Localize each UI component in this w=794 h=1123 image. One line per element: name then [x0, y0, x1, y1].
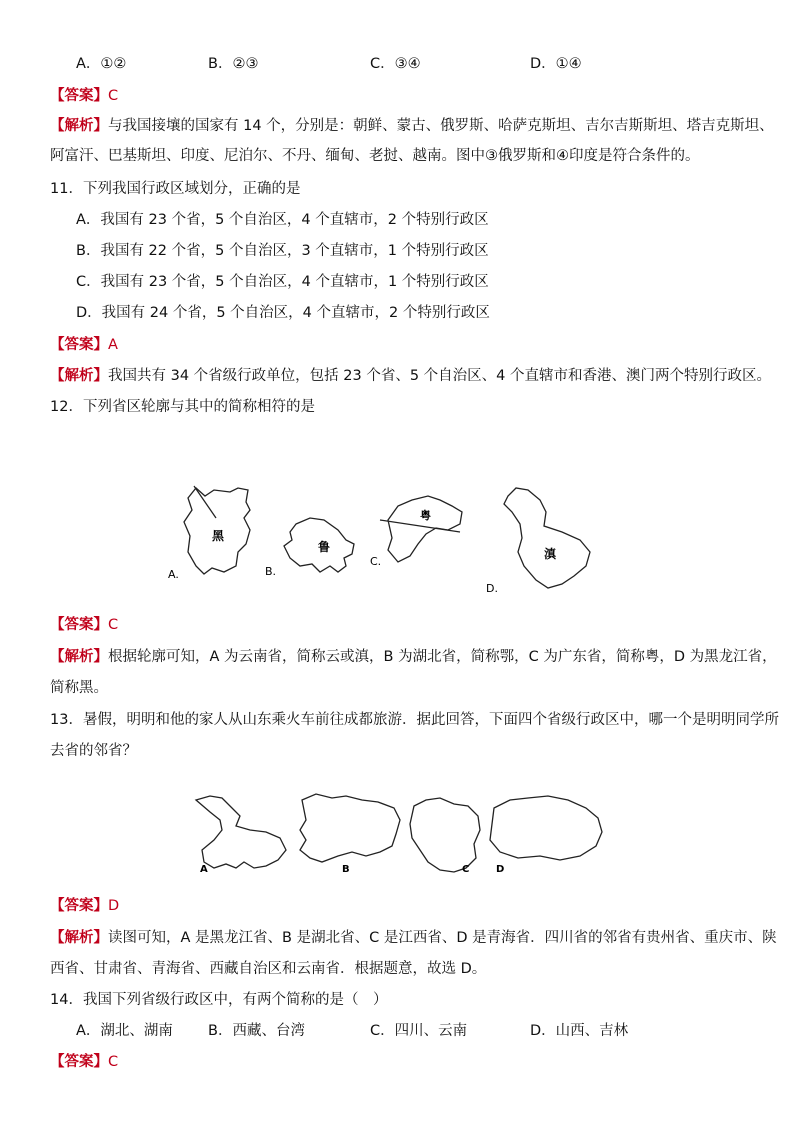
q11-option-b: B．我国有 22 个省，5 个自治区，3 个直辖市，1 个特别行政区 — [76, 243, 489, 259]
answer-value: D — [108, 898, 120, 914]
outline-a-label: A. — [168, 568, 179, 581]
q11-stem: 11．下列我国行政区域划分，正确的是 — [50, 181, 301, 197]
q10-option-d: D．①④ — [530, 56, 582, 72]
answer-tag: 【答案】 — [50, 88, 108, 104]
explanation-text: 读图可知，A 是黑龙江省、B 是湖北省、C 是江西省、D 是青海省．四川省的邻省有贵州省、重庆市、陕 — [108, 930, 777, 946]
outline-b-name: 鲁 — [318, 540, 331, 554]
answer-tag: 【答案】 — [50, 337, 108, 353]
q14-option-c: C．四川、云南 — [370, 1023, 468, 1039]
answer-value: C — [108, 88, 119, 104]
q14-answer — [50, 1052, 118, 1072]
q10-option-c: C．③④ — [370, 56, 421, 72]
outline-c — [388, 496, 462, 562]
outline-a-name: 黑 — [212, 529, 225, 543]
q13-label-c: C — [462, 864, 470, 875]
q12-stem: 12．下列省区轮廓与其中的简称相符的是 — [50, 399, 315, 415]
answer-value: C — [108, 1054, 119, 1070]
answer-tag: 【答案】 — [50, 1054, 108, 1070]
explanation-tag: 【解析】 — [50, 118, 108, 134]
q13-label-b: B — [342, 864, 350, 875]
q13-outline-a — [196, 796, 286, 868]
answer-tag: 【答案】 — [50, 898, 108, 914]
province-outlines-figure-2 — [196, 794, 602, 872]
q14-option-a: A．湖北、湖南 — [76, 1023, 173, 1039]
explanation-text: 我国共有 34 个省级行政单位，包括 23 个省、5 个自治区、4 个直辖市和香港、澳门两个特别行政区。 — [108, 368, 772, 384]
answer-value: A — [108, 337, 118, 353]
q13-outline-c — [410, 798, 480, 872]
outline-b-label: B. — [265, 565, 277, 578]
q13-outline-d — [490, 796, 602, 860]
outline-d-name: 滇 — [544, 547, 557, 561]
answer-tag: 【答案】 — [50, 617, 108, 633]
outline-c-name: 粤 — [420, 509, 431, 522]
q13-explanation-line2: 西省、甘肃省、青海省、西藏自治区和云南省．根据题意，故选 D。 — [50, 961, 487, 977]
outline-d — [504, 488, 590, 588]
outline-c-label: C. — [370, 555, 382, 568]
q11-option-c: C．我国有 23 个省，5 个自治区，4 个直辖市，1 个特别行政区 — [76, 274, 489, 290]
explanation-text: 根据轮廓可知，A 为云南省，简称云或滇，B 为湖北省，简称鄂，C 为广东省，简称粤，D 为黑龙江省， — [108, 649, 777, 665]
q13-label-a: A — [200, 864, 208, 875]
q14-option-b: B．西藏、台湾 — [208, 1023, 305, 1039]
explanation-tag: 【解析】 — [50, 649, 108, 665]
outline-d-label: D. — [486, 582, 498, 595]
q14-stem: 14．我国下列省级行政区中，有两个简称的是（ ） — [50, 992, 388, 1008]
q13-explanation-line1 — [50, 928, 777, 948]
explanation-tag: 【解析】 — [50, 368, 108, 384]
q14-option-d: D．山西、吉林 — [530, 1023, 629, 1039]
q10-option-b: B．②③ — [208, 56, 259, 72]
q13-stem-line2: 去省的邻省？ — [50, 743, 137, 759]
q11-option-a: A．我国有 23 个省，5 个自治区，4 个直辖市，2 个特别行政区 — [76, 212, 489, 228]
q11-option-d: D．我国有 24 个省，5 个自治区，4 个直辖市，2 个特别行政区 — [76, 305, 490, 321]
explanation-text: 与我国接壤的国家有 14 个，分别是：朝鲜、蒙古、俄罗斯、哈萨克斯坦、吉尔吉斯斯坦、塔吉克斯坦、 — [108, 118, 774, 134]
answer-value: C — [108, 617, 119, 633]
q10-option-a: A．①② — [76, 56, 127, 72]
q12-explanation-line2: 简称黑。 — [50, 680, 108, 696]
explanation-tag: 【解析】 — [50, 930, 108, 946]
q12-explanation-line1 — [50, 647, 777, 667]
q13-outline-b — [300, 794, 400, 862]
q13-label-d: D — [496, 864, 505, 875]
q12-answer — [50, 615, 118, 635]
q10-explanation-line2: 阿富汗、巴基斯坦、印度、尼泊尔、不丹、缅甸、老挝、越南。图中③俄罗斯和④印度是符合条件的。 — [50, 148, 700, 164]
q13-stem-line1: 13．暑假，明明和他的家人从山东乘火车前往成都旅游．据此回答，下面四个省级行政区中，哪一个是明明同学所 — [50, 712, 779, 728]
q13-answer — [50, 896, 119, 916]
